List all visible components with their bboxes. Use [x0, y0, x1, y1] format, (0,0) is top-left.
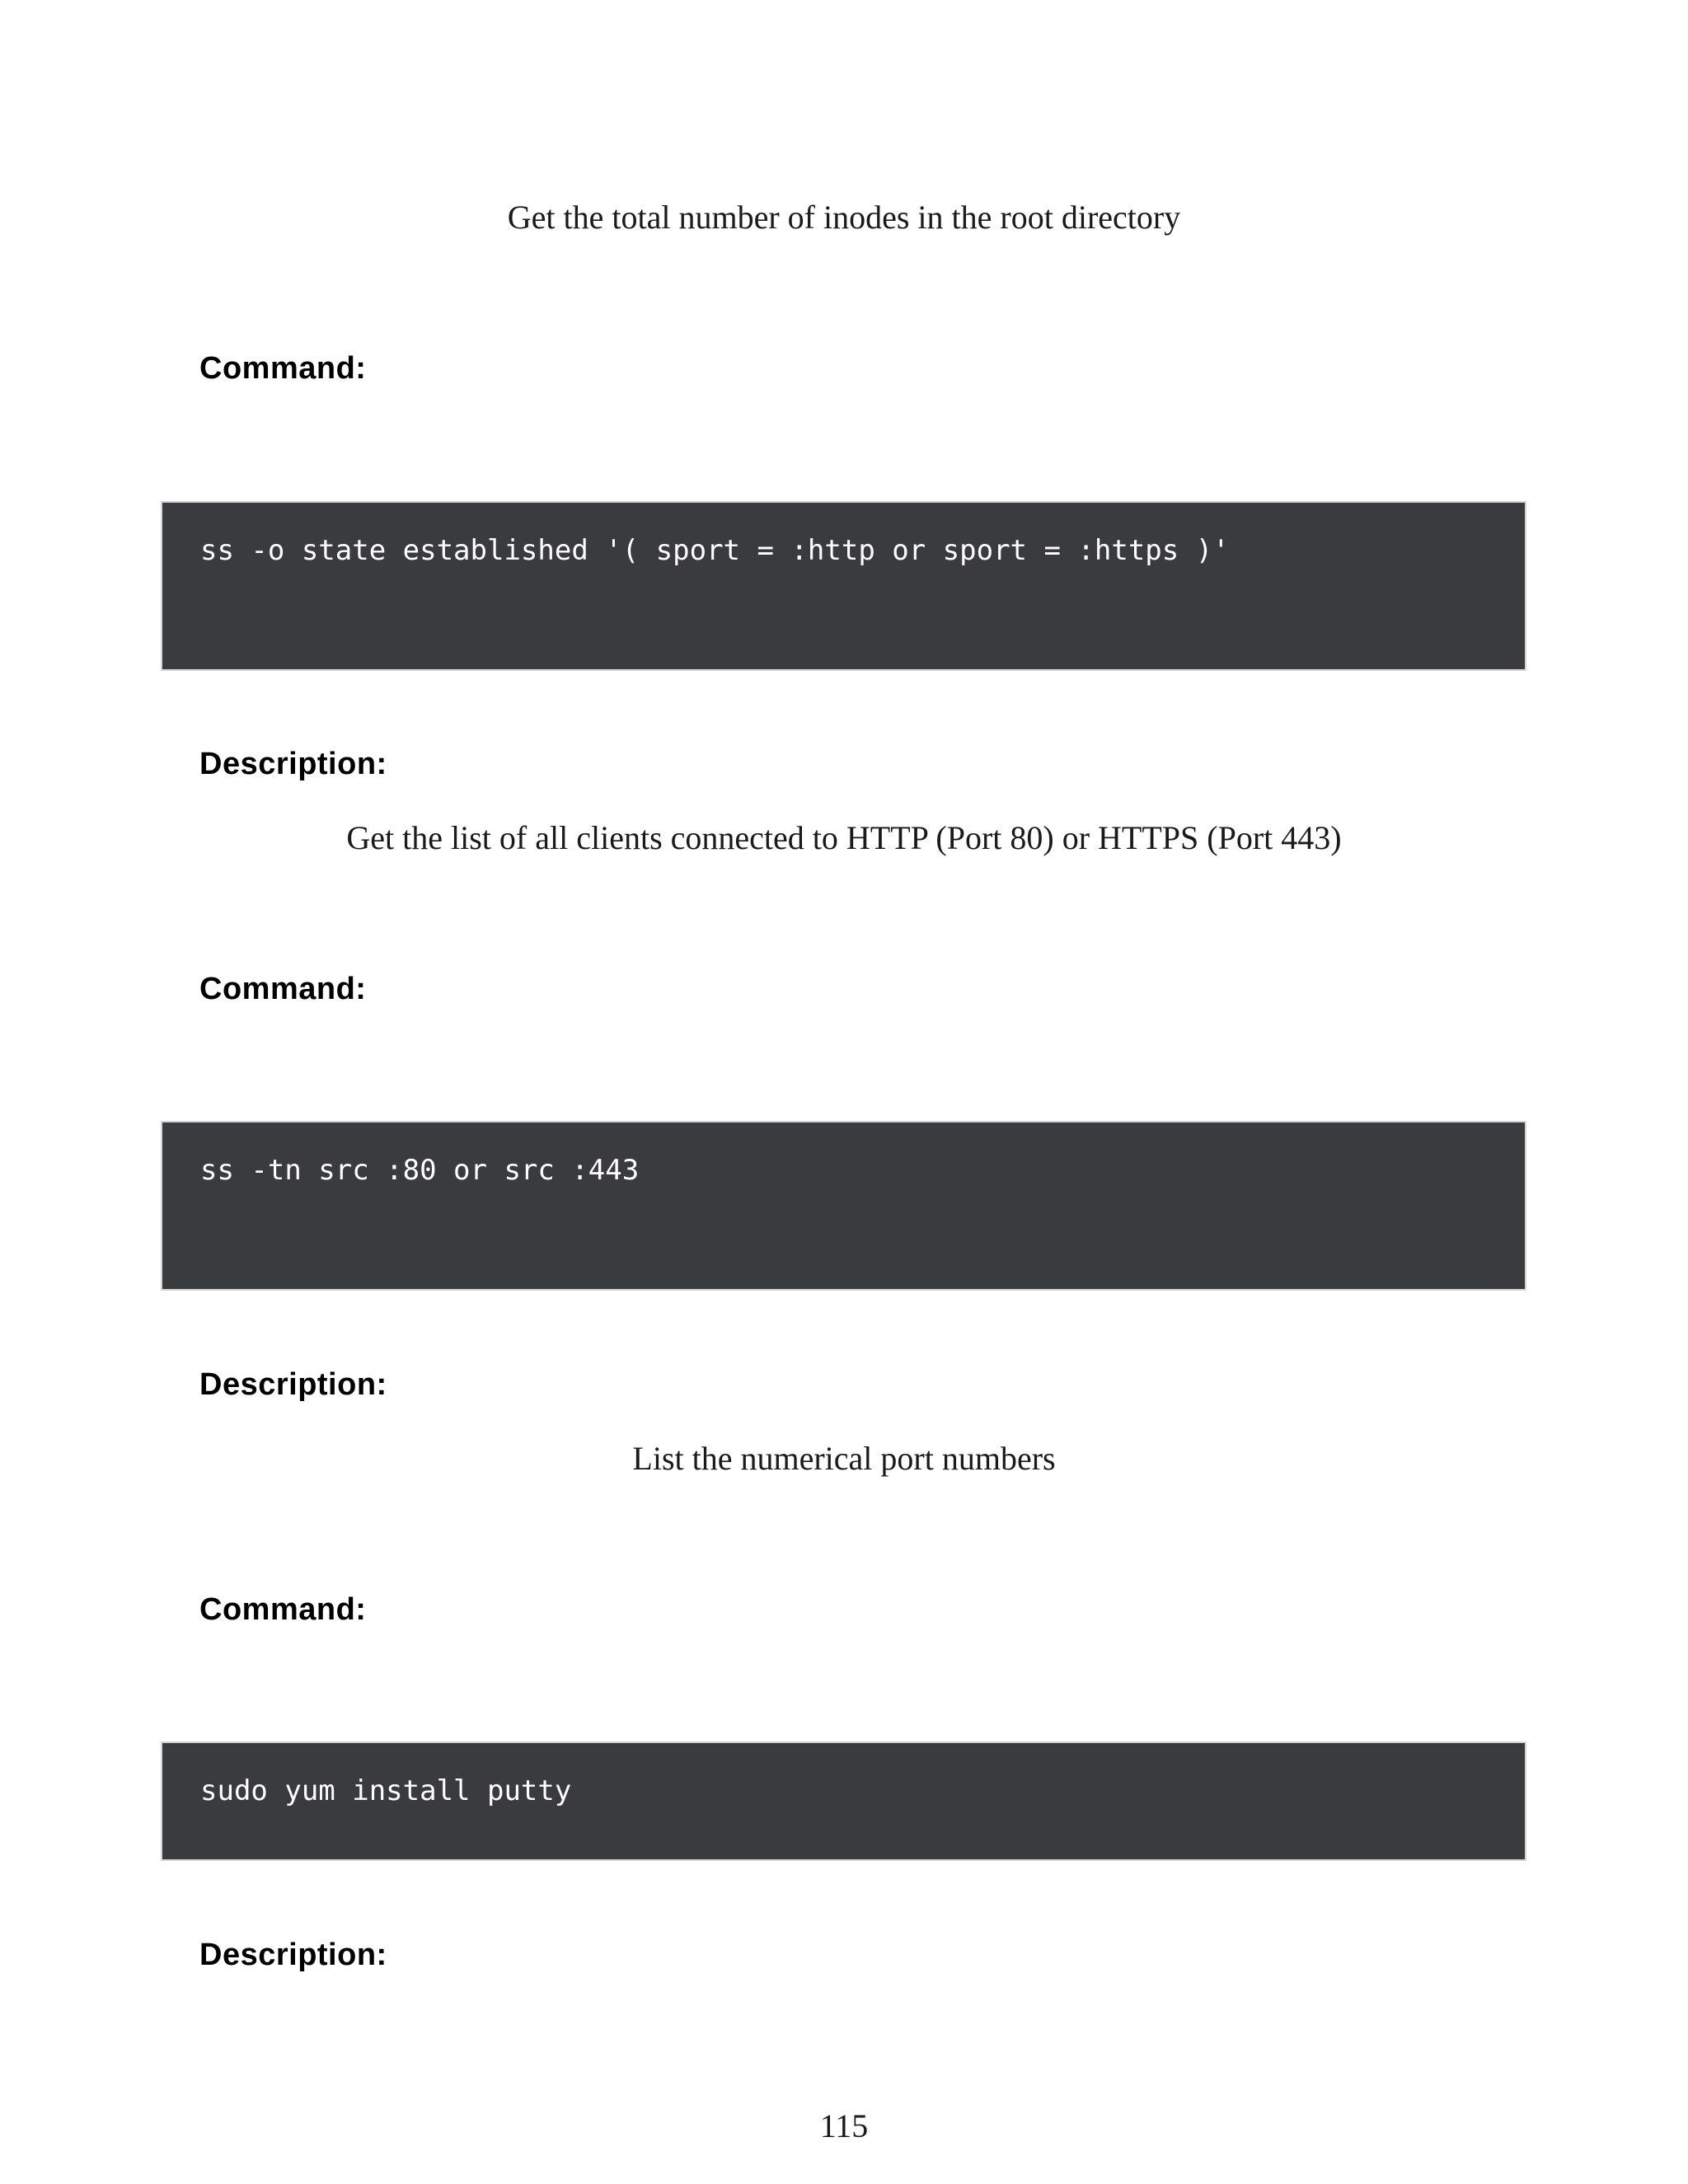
command-label: Command: — [199, 972, 367, 1006]
command-label: Command: — [199, 1592, 367, 1627]
code-block — [161, 1741, 1526, 1861]
description-text: List the numerical port numbers — [632, 1440, 1056, 1477]
description-label: Description: — [199, 747, 387, 781]
description-text: Get the total number of inodes in the root directory — [507, 199, 1181, 236]
code-text: ss -tn src :80 or src :443 — [200, 1154, 640, 1187]
command-label: Command: — [199, 351, 367, 386]
code-block — [161, 1121, 1526, 1291]
description-label: Description: — [199, 1938, 387, 1972]
description-text: Get the list of all clients connected to HTTP (Port 80) or HTTPS (Port 443) — [346, 819, 1342, 856]
page-number: 115 — [819, 2107, 869, 2144]
description-label: Description: — [199, 1367, 387, 1402]
code-text: sudo yum install putty — [200, 1774, 572, 1807]
code-text: ss -o state established '( sport = :http or sport = :https )' — [200, 534, 1230, 567]
code-block — [161, 501, 1526, 671]
